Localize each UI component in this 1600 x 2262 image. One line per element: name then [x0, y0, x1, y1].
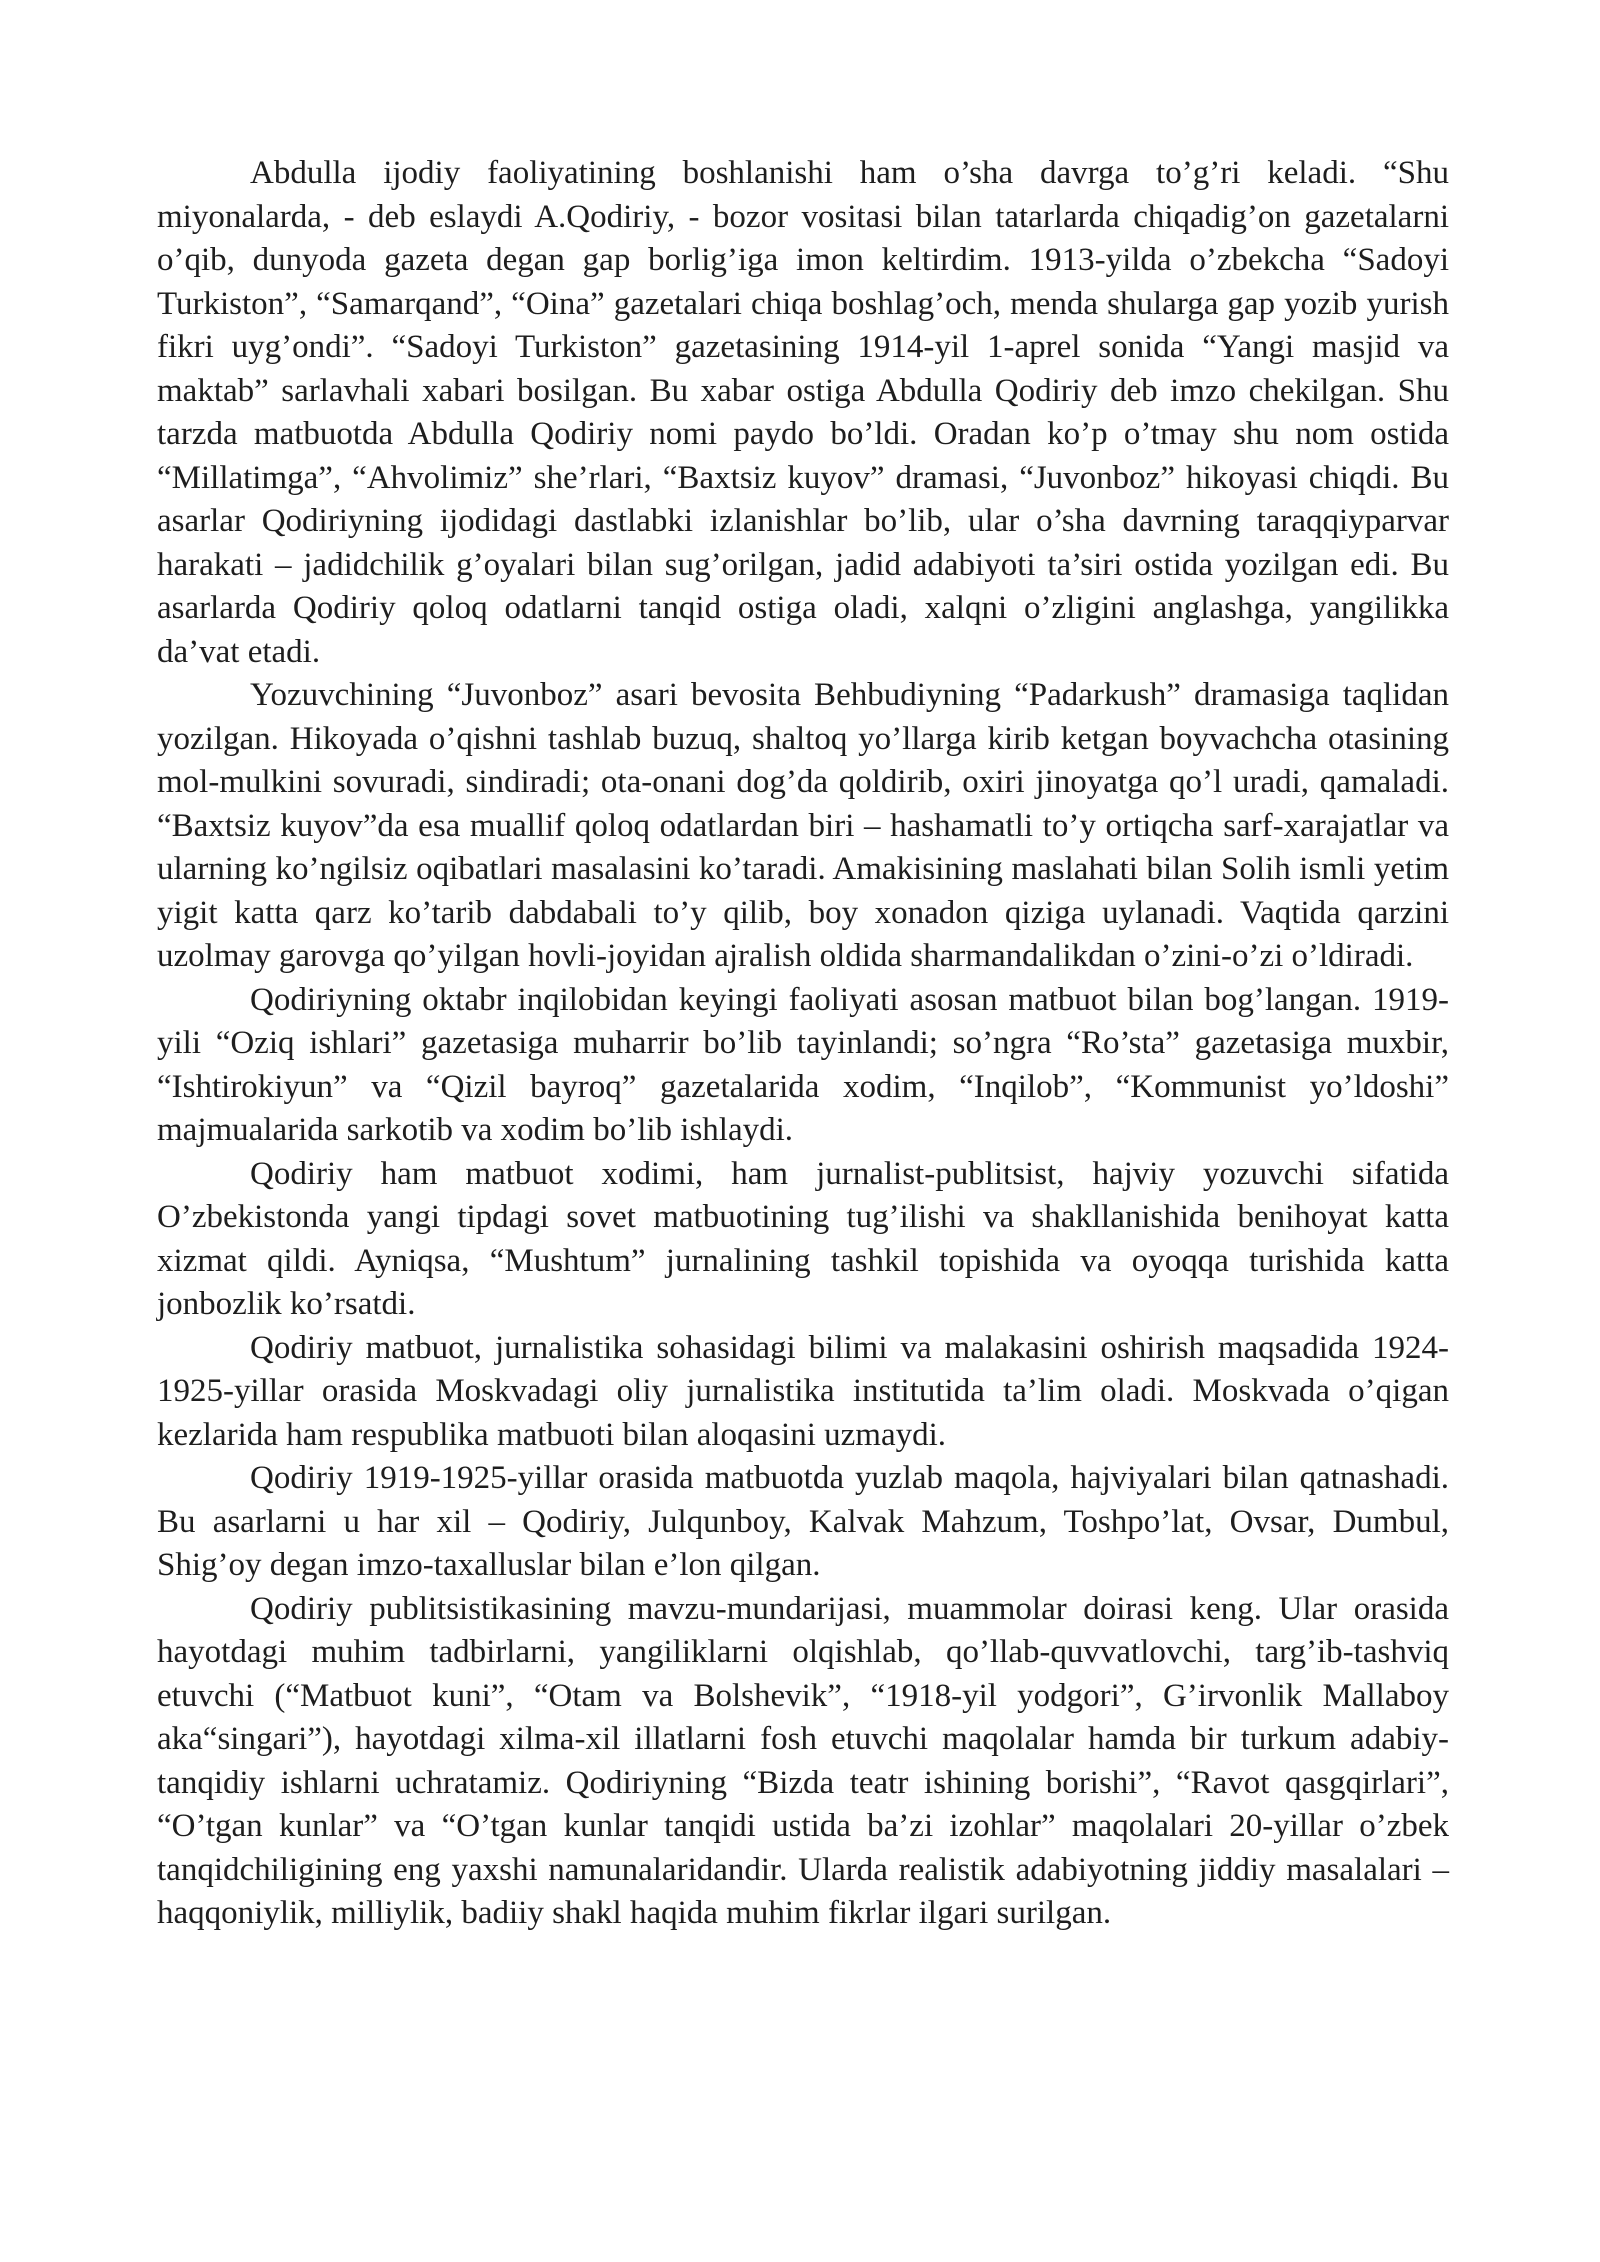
paragraph-5: Qodiriy matbuot, jurnalistika sohasidagi bilimi va malakasini oshirish maqsadida 1924-1925-yillar orasida Moskvadagi oliy jurnalistika institutida ta’lim oladi. Moskvada o’qigan kezlarida ham respublika matbuoti bilan aloqasini uzmaydi.: [157, 1329, 1449, 1453]
paragraph-2: Yozuvchining “Juvonboz” asari bevosita Behbudiyning “Padarkush” dramasiga taqlidan yozilgan. Hikoyada o’qishni tashlab buzuq, shaltoq yo’llarga kirib ketgan boyvachcha otasining mol-mulkini sovuradi, sindiradi; ota-onani dog’da qoldirib, oxiri jinoyatga qo’l uradi, qamaladi. “Baxtsiz kuyov”da esa muallif qoloq odatlardan biri – hashamatli to’y ortiqcha sarf-xarajatlar va ularning ko’ngilsiz oqibatlari masalasini ko’taradi. Amakisining maslahati bilan Solih ismli yetim yigit katta qarz ko’tarib dabdabali to’y qilib, boy xonadon qiziga uylanadi. Vaqtida qarzini uzolmay garovga qo’yilgan hovli-joyidan ajralish oldida sharmandalikdan o’zini-o’zi o’ldiradi.: [157, 677, 1449, 974]
document-body: [157, 152, 1449, 1936]
paragraph-4: Qodiriy ham matbuot xodimi, ham jurnalist-publitsist, hajviy yozuvchi sifatida O’zbekistonda yangi tipdagi sovet matbuotining tug’ilishi va shakllanishida benihoyat katta xizmat qildi. Ayniqsa, “Mushtum” jurnalining tashkil topishida va oyoqqa turishida katta jonbozlik ko’rsatdi.: [157, 1155, 1449, 1322]
paragraph-7: Qodiriy publitsistikasining mavzu-mundarijasi, muammolar doirasi keng. Ular orasida hayotdagi muhim tadbirlarni, yangiliklarni olqishlab, qo’llab-quvvatlovchi, targ’ib-tashviq etuvchi (“Matbuot kuni”, “Otam va Bolshevik”, “1918-yil yodgori”, G’irvonlik Mallaboy aka“singari”), hayotdagi xilma-xil illatlarni fosh etuvchi maqolalar hamda bir turkum adabiy-tanqidiy ishlarni uchratamiz. Qodiriyning “Bizda teatr ishining borishi”, “Ravot qasgqirlari”, “O’tgan kunlar” va “O’tgan kunlar tanqidi ustida ba’zi izohlar” maqolalari 20-yillar o’zbek tanqidchiligining eng yaxshi namunalaridandir. Ularda realistik adabiyotning jiddiy masalalari – haqqoniylik, milliylik, badiiy shakl haqida muhim fikrlar ilgari surilgan.: [157, 1590, 1449, 1931]
paragraph-6: Qodiriy 1919-1925-yillar orasida matbuotda yuzlab maqola, hajviyalari bilan qatnashadi. Bu asarlarni u har xil – Qodiriy, Julqunboy, Kalvak Mahzum, Toshpo’lat, Ovsar, Dumbul, Shig’oy degan imzo-taxalluslar bilan e’lon qilgan.: [157, 1460, 1449, 1583]
paragraph-3: Qodiriyning oktabr inqilobidan keyingi faoliyati asosan matbuot bilan bog’langan. 1919-yili “Oziq ishlari” gazetasiga muharrir bo’lib tayinlandi; so’ngra “Ro’sta” gazetasiga muxbir, “Ishtirokiyun” va “Qizil bayroq” gazetalarida xodim, “Inqilob”, “Kommunist yo’ldoshi” majmualarida sarkotib va xodim bo’lib ishlaydi.: [157, 981, 1449, 1148]
paragraph-1: Abdulla ijodiy faoliyatining boshlanishi ham o’sha davrga to’g’ri keladi. “Shu miyonalarda, - deb eslaydi A.Qodiriy, - bozor vositasi bilan tatarlarda chiqadig’on gazetalarni o’qib, dunyoda gazeta degan gap borlig’iga imon keltirdim. 1913-yilda o’zbekcha “Sadoyi Turkiston”, “Samarqand”, “Oina” gazetalari chiqa boshlag’och, menda shularga gap yozib yurish fikri uyg’ondi”. “Sadoyi Turkiston” gazetasining 1914-yil 1-aprel sonida “Yangi masjid va maktab” sarlavhali xabari bosilgan. Bu xabar ostiga Abdulla Qodiriy deb imzo chekilgan. Shu tarzda matbuotda Abdulla Qodiriy nomi paydo bo’ldi. Oradan ko’p o’tmay shu nom ostida “Millatimga”, “Ahvolimiz” she’rlari, “Baxtsiz kuyov” dramasi, “Juvonboz” hikoyasi chiqdi. Bu asarlar Qodiriyning ijodidagi dastlabki izlanishlar bo’lib, ular o’sha davrning taraqqiyparvar harakati – jadidchilik g’oyalari bilan sug’orilgan, jadid adabiyoti ta’siri ostida yozilgan edi. Bu asarlarda Qodiriy qoloq odatlarni tanqid ostiga oladi, xalqni o’zligini anglashga, yangilikka da’vat etadi.: [157, 155, 1449, 670]
